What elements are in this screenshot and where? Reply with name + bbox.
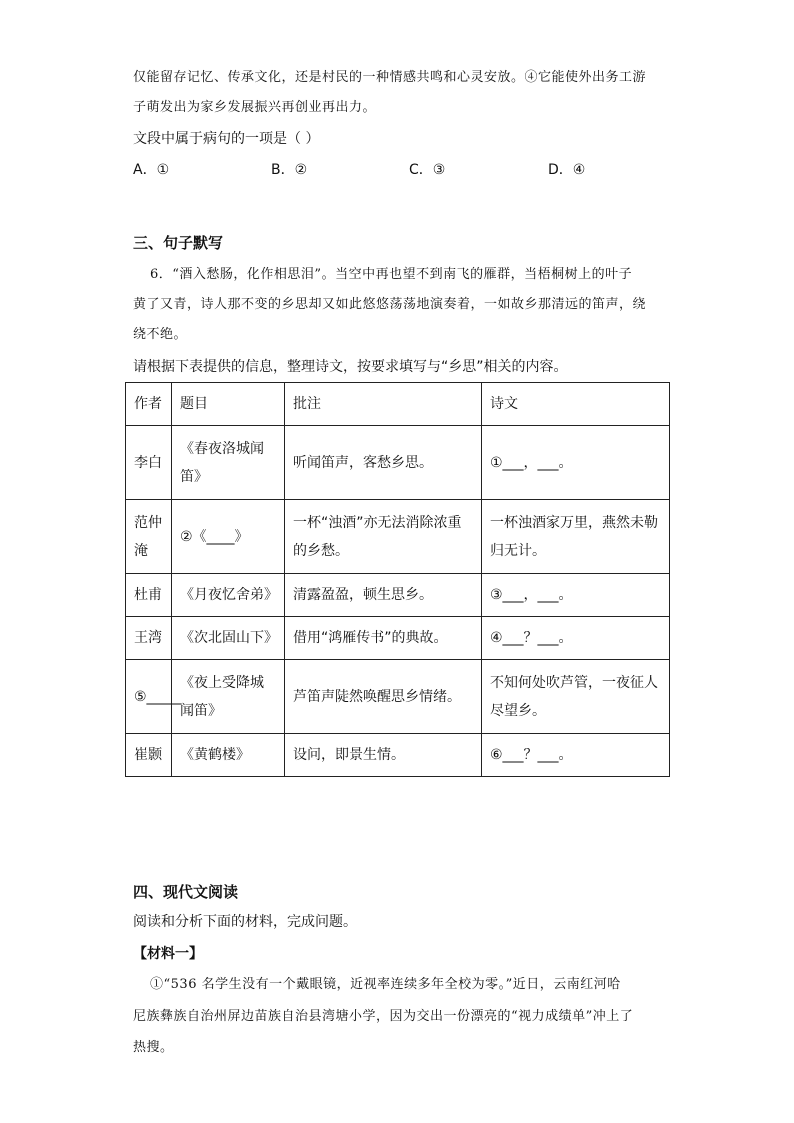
cell-title: 《月夜忆舍弟》: [172, 574, 285, 617]
cell-poem[interactable]: ⑥___？___。: [482, 734, 670, 777]
table-row: [126, 617, 670, 660]
cell-note: 一杯“浊酒”亦无法消除浓重的乡愁。: [285, 500, 482, 574]
material-line-2: 尼族彝族自治州屏边苗族自治县湾塘小学，因为交出一份漂亮的“视力成绩单”冲上了: [133, 1009, 634, 1024]
header-note: 批注: [285, 383, 482, 426]
table-header-row: [126, 383, 670, 426]
material-line-1: ①“536 名学生没有一个戴眼镜，近视率连续多年全校为零。”近日，云南红河哈: [150, 977, 621, 992]
table-instruction: 请根据下表提供的信息，整理诗文，按要求填写与“乡思”相关的内容。: [133, 359, 568, 375]
cell-poem: 不知何处吹芦管，一夜征人尽望乡。: [482, 660, 670, 734]
cell-note: 设问，即景生情。: [285, 734, 482, 777]
option-c[interactable]: C．③: [409, 162, 446, 178]
reading-instruction: 阅读和分析下面的材料，完成问题。: [133, 914, 357, 930]
header-title: 题目: [172, 383, 285, 426]
material-label: 【材料一】: [133, 946, 203, 962]
table-row: [126, 500, 670, 574]
cell-poem[interactable]: ④___？___。: [482, 617, 670, 660]
table-row: [126, 426, 670, 500]
cell-author: 范仲淹: [126, 500, 172, 574]
table-row: [126, 660, 670, 734]
cell-author: 杜甫: [126, 574, 172, 617]
cell-author: 王湾: [126, 617, 172, 660]
question-prompt: 文段中属于病句的一项是（ ）: [133, 131, 320, 147]
section-4-heading: 四、现代文阅读: [133, 883, 239, 901]
cell-author[interactable]: ⑤_____: [126, 660, 172, 734]
section-3-heading: 三、句子默写: [133, 234, 224, 252]
header-author: 作者: [126, 383, 172, 426]
table-row: [126, 734, 670, 777]
cell-note: 清露盈盈，顿生思乡。: [285, 574, 482, 617]
cell-title: 《黄鹤楼》: [172, 734, 285, 777]
cell-title[interactable]: ②《____》: [172, 500, 285, 574]
cell-note: 芦笛声陡然唤醒思乡情绪。: [285, 660, 482, 734]
cell-note: 借用“鸿雁传书”的典故。: [285, 617, 482, 660]
cell-title: 《次北固山下》: [172, 617, 285, 660]
cell-poem[interactable]: ①___，___。: [482, 426, 670, 500]
cell-author: 李白: [126, 426, 172, 500]
option-d[interactable]: D．④: [548, 162, 586, 178]
cell-poem[interactable]: ③___，___。: [482, 574, 670, 617]
cell-author: 崔颢: [126, 734, 172, 777]
cell-note: 听闻笛声，客愁乡思。: [285, 426, 482, 500]
cell-poem: 一杯浊酒家万里，燕然未勒归无计。: [482, 500, 670, 574]
intro-line-1: 6．“酒入愁肠，化作相思泪”。当空中再也望不到南飞的雁群，当梧桐树上的叶子: [150, 267, 633, 282]
table-row: [126, 574, 670, 617]
option-b[interactable]: B．②: [271, 162, 308, 178]
intro-line-2: 黄了又青，诗人那不变的乡思却又如此悠悠荡荡地演奏着，一如故乡那清远的笛声，绕: [133, 297, 647, 312]
header-poem: 诗文: [482, 383, 670, 426]
poem-table: [125, 382, 670, 777]
intro-line-3: 绕不绝。: [133, 327, 188, 342]
cell-title: 《春夜洛城闻笛》: [172, 426, 285, 500]
material-line-3: 热搜。: [133, 1040, 174, 1055]
option-a[interactable]: A．①: [133, 162, 170, 178]
cell-title: 《夜上受降城闻笛》: [172, 660, 285, 734]
passage-line-1: 仅能留存记忆、传承文化，还是村民的一种情感共鸣和心灵安放。④它能使外出务工游: [133, 70, 647, 85]
passage-line-2: 子萌发出为家乡发展振兴再创业再出力。: [133, 100, 377, 115]
